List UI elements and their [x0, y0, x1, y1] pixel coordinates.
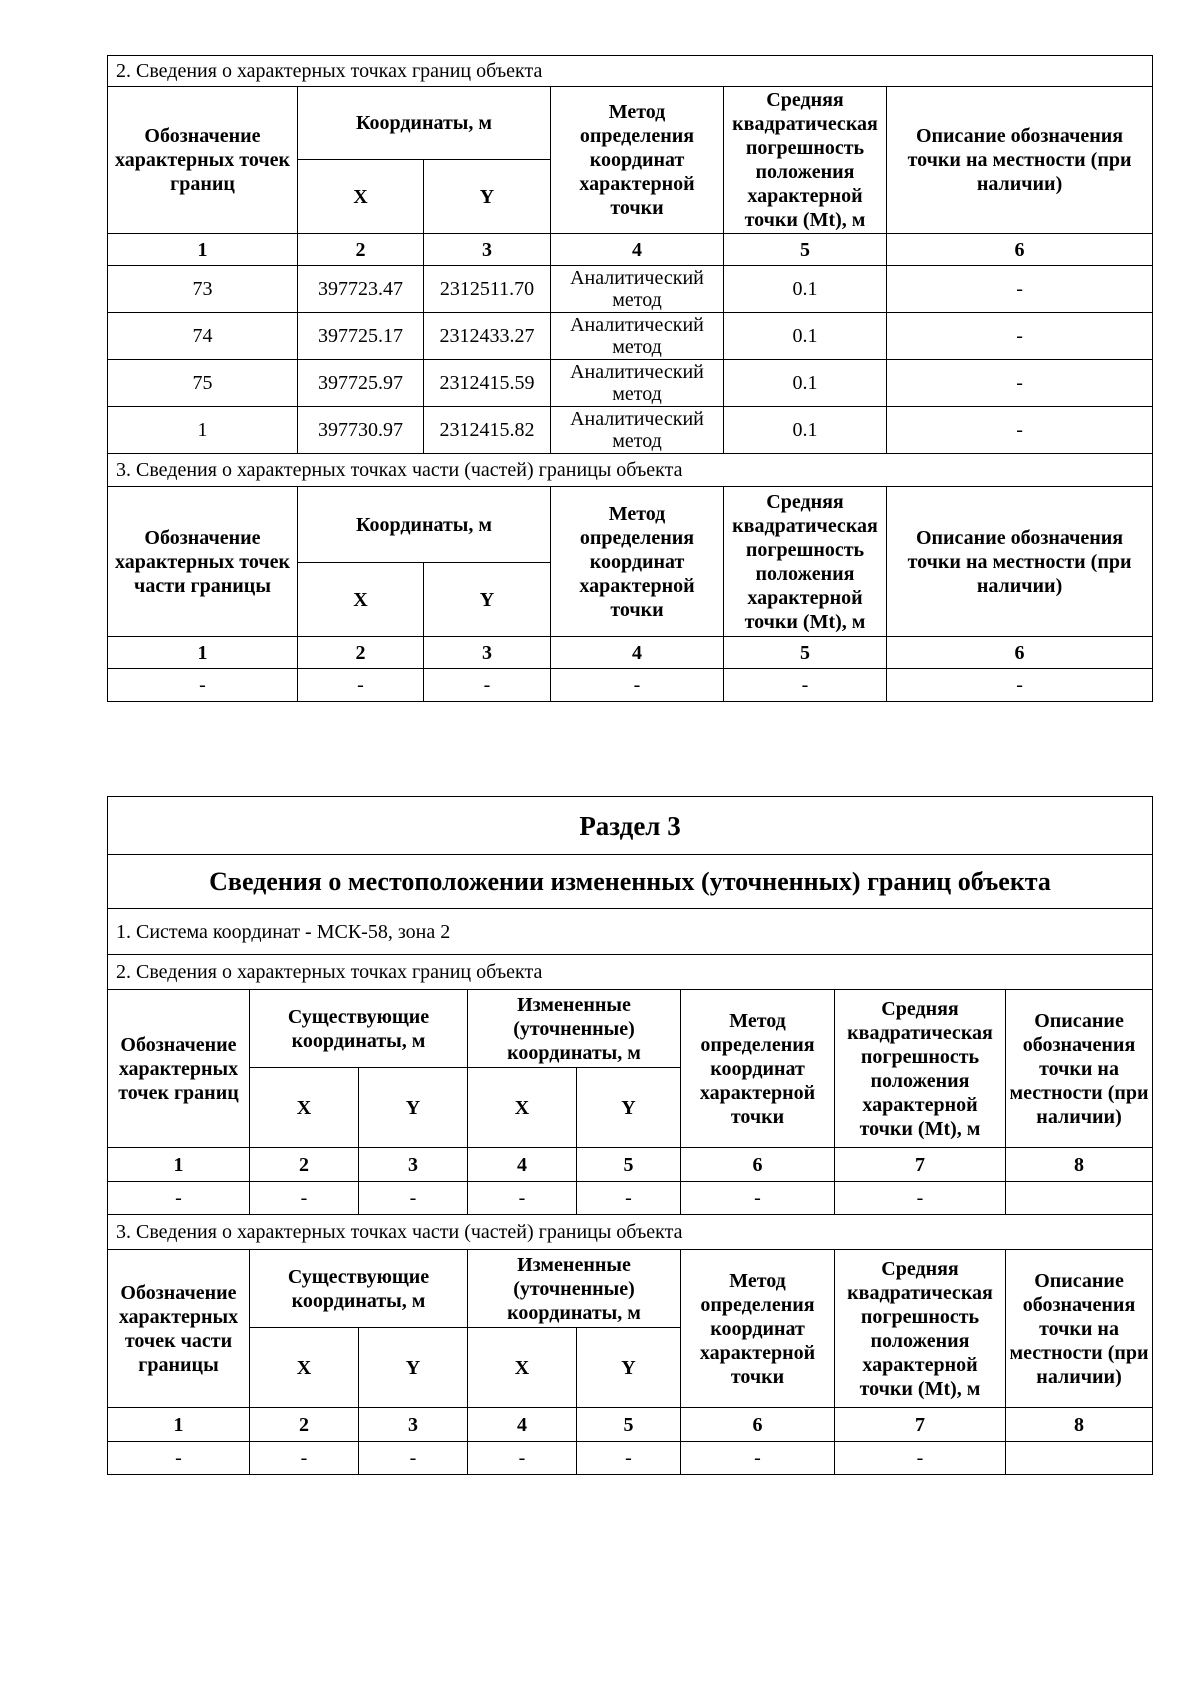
header-x: X	[298, 160, 424, 234]
header-designation-part: Обозначение характерных точек части границы	[108, 1250, 250, 1408]
section-title: 3. Сведения о характерных точках части (частей) границы объекта	[108, 1215, 1153, 1250]
table-row	[108, 360, 1153, 407]
y-cell: 2312415.82	[424, 407, 551, 454]
empty-cell: -	[835, 1182, 1006, 1215]
column-number: 4	[551, 637, 724, 669]
method-cell: Аналитический метод	[551, 313, 724, 360]
column-number: 2	[250, 1408, 359, 1442]
empty-cell: -	[887, 669, 1153, 702]
description-cell: -	[887, 360, 1153, 407]
header-y: Y	[577, 1068, 681, 1148]
empty-cell: -	[468, 1182, 577, 1215]
header-x: X	[250, 1068, 359, 1148]
empty-cell: -	[359, 1182, 468, 1215]
header-y: Y	[424, 160, 551, 234]
header-error: Средняя квадратическая погрешность положения характерной точки (Mt), м	[835, 1250, 1006, 1408]
column-number: 1	[108, 637, 298, 669]
empty-cell: -	[724, 669, 887, 702]
column-number: 8	[1006, 1148, 1153, 1182]
column-number: 3	[359, 1148, 468, 1182]
point-cell: 74	[108, 313, 298, 360]
header-description: Описание обозначения точки на местности (при наличии)	[887, 87, 1153, 234]
empty-cell: -	[108, 1182, 250, 1215]
x-cell: 397725.17	[298, 313, 424, 360]
section-label: Раздел 3	[108, 797, 1153, 855]
error-cell: 0.1	[724, 313, 887, 360]
column-number: 5	[577, 1148, 681, 1182]
point-cell: 73	[108, 266, 298, 313]
empty-cell	[1006, 1442, 1153, 1475]
column-number: 2	[298, 637, 424, 669]
table-row	[108, 669, 1153, 702]
boundary-points-table	[107, 55, 1153, 702]
header-description: Описание обозначения точки на местности (при наличии)	[887, 487, 1153, 637]
header-x: X	[468, 1328, 577, 1408]
table-row	[108, 1442, 1153, 1475]
header-x: X	[298, 563, 424, 637]
column-number: 4	[551, 234, 724, 266]
description-cell: -	[887, 313, 1153, 360]
column-number: 1	[108, 234, 298, 266]
section-title: 2. Сведения о характерных точках границ объекта	[108, 56, 1153, 87]
header-coordinates: Координаты, м	[298, 487, 551, 563]
empty-cell: -	[250, 1182, 359, 1215]
header-designation: Обозначение характерных точек границ	[108, 990, 250, 1148]
column-number: 6	[681, 1148, 835, 1182]
header-changed-coordinates: Измененные (уточненные) координаты, м	[468, 1250, 681, 1328]
table-row	[108, 313, 1153, 360]
error-cell: 0.1	[724, 407, 887, 454]
empty-cell: -	[551, 669, 724, 702]
header-y: Y	[577, 1328, 681, 1408]
empty-cell: -	[424, 669, 551, 702]
column-number: 4	[468, 1148, 577, 1182]
x-cell: 397725.97	[298, 360, 424, 407]
header-changed-coordinates: Измененные (уточненные) координаты, м	[468, 990, 681, 1068]
header-error: Средняя квадратическая погрешность положения характерной точки (Mt), м	[724, 87, 887, 234]
error-cell: 0.1	[724, 360, 887, 407]
header-existing-coordinates: Существующие координаты, м	[250, 1250, 468, 1328]
empty-cell: -	[250, 1442, 359, 1475]
x-cell: 397730.97	[298, 407, 424, 454]
header-y: Y	[359, 1068, 468, 1148]
column-number: 4	[468, 1408, 577, 1442]
empty-cell: -	[577, 1182, 681, 1215]
point-cell: 1	[108, 407, 298, 454]
column-number: 3	[424, 637, 551, 669]
header-method: Метод определения координат характерной точки	[681, 1250, 835, 1408]
column-number: 5	[724, 234, 887, 266]
section-title: 2. Сведения о характерных точках границ объекта	[108, 955, 1153, 990]
x-cell: 397723.47	[298, 266, 424, 313]
header-designation: Обозначение характерных точек границ	[108, 87, 298, 234]
method-cell: Аналитический метод	[551, 407, 724, 454]
changed-boundaries-table	[107, 796, 1153, 1475]
section-heading: Сведения о местоположении измененных (уточненных) границ объекта	[108, 855, 1153, 909]
error-cell: 0.1	[724, 266, 887, 313]
column-number: 3	[359, 1408, 468, 1442]
header-error: Средняя квадратическая погрешность положения характерной точки (Mt), м	[724, 487, 887, 637]
column-number: 6	[681, 1408, 835, 1442]
header-error: Средняя квадратическая погрешность положения характерной точки (Mt), м	[835, 990, 1006, 1148]
table-row	[108, 266, 1153, 313]
empty-cell: -	[681, 1442, 835, 1475]
column-number: 6	[887, 637, 1153, 669]
empty-cell: -	[298, 669, 424, 702]
table-row	[108, 407, 1153, 454]
header-description: Описание обозначения точки на местности (при наличии)	[1006, 1250, 1153, 1408]
header-x: X	[250, 1328, 359, 1408]
empty-cell: -	[577, 1442, 681, 1475]
column-number: 1	[108, 1148, 250, 1182]
empty-cell: -	[835, 1442, 1006, 1475]
column-number: 7	[835, 1408, 1006, 1442]
y-cell: 2312511.70	[424, 266, 551, 313]
header-y: Y	[359, 1328, 468, 1408]
header-coordinates: Координаты, м	[298, 87, 551, 160]
column-number: 7	[835, 1148, 1006, 1182]
y-cell: 2312415.59	[424, 360, 551, 407]
header-designation-part: Обозначение характерных точек части границы	[108, 487, 298, 637]
column-number: 8	[1006, 1408, 1153, 1442]
header-method: Метод определения координат характерной точки	[551, 487, 724, 637]
column-number: 2	[250, 1148, 359, 1182]
header-y: Y	[424, 563, 551, 637]
empty-cell: -	[108, 1442, 250, 1475]
method-cell: Аналитический метод	[551, 360, 724, 407]
header-method: Метод определения координат характерной точки	[681, 990, 835, 1148]
header-x: X	[468, 1068, 577, 1148]
y-cell: 2312433.27	[424, 313, 551, 360]
section-title: 3. Сведения о характерных точках части (частей) границы объекта	[108, 454, 1153, 487]
header-method: Метод определения координат характерной точки	[551, 87, 724, 234]
empty-cell: -	[468, 1442, 577, 1475]
column-number: 5	[577, 1408, 681, 1442]
description-cell: -	[887, 266, 1153, 313]
coordinate-system: 1. Система координат - МСК-58, зона 2	[108, 909, 1153, 955]
column-number: 2	[298, 234, 424, 266]
column-number: 5	[724, 637, 887, 669]
empty-cell: -	[681, 1182, 835, 1215]
description-cell: -	[887, 407, 1153, 454]
column-number: 3	[424, 234, 551, 266]
column-number: 1	[108, 1408, 250, 1442]
empty-cell	[1006, 1182, 1153, 1215]
header-existing-coordinates: Существующие координаты, м	[250, 990, 468, 1068]
table-row	[108, 1182, 1153, 1215]
empty-cell: -	[108, 669, 298, 702]
empty-cell: -	[359, 1442, 468, 1475]
method-cell: Аналитический метод	[551, 266, 724, 313]
header-description: Описание обозначения точки на местности (при наличии)	[1006, 990, 1153, 1148]
point-cell: 75	[108, 360, 298, 407]
column-number: 6	[887, 234, 1153, 266]
